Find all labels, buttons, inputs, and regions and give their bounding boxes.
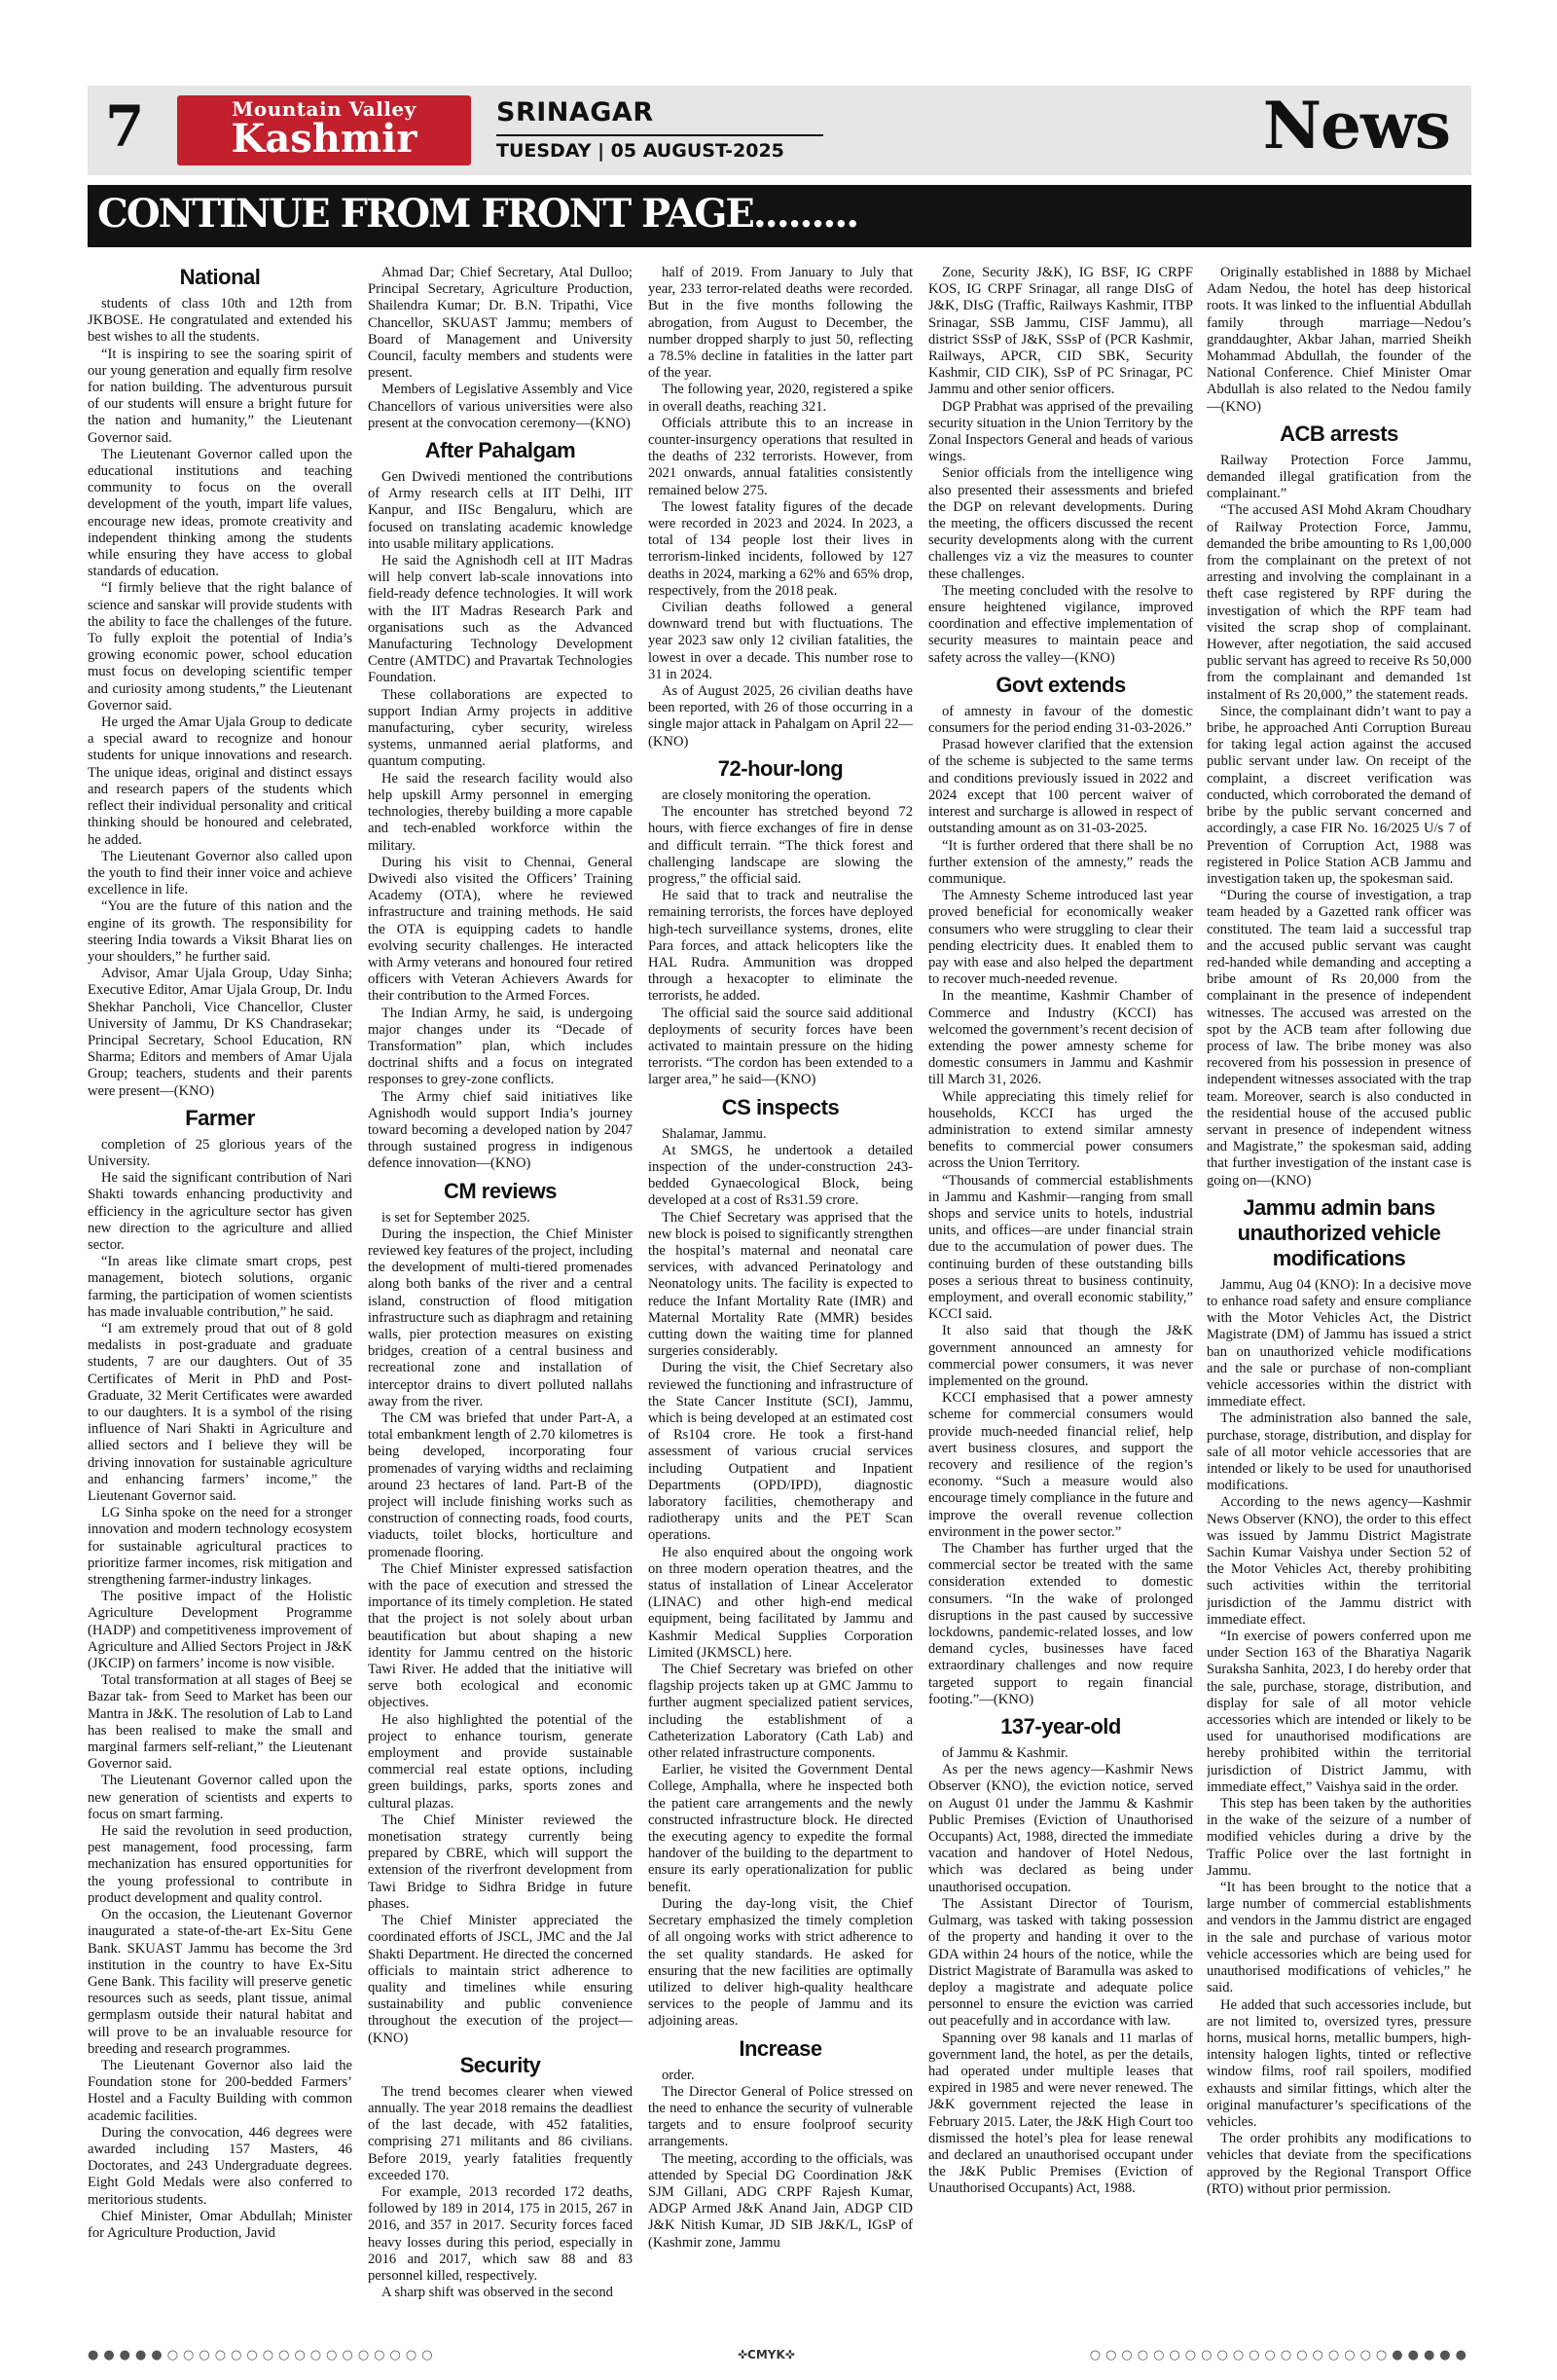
article-paragraph: The order prohibits any modifications to vehicles that deviate from the specifications approved by the Regional Transport Office (RTO) without prior permission.	[1207, 2131, 1471, 2197]
article-column-5	[1207, 265, 1471, 2309]
article-paragraph: “Thousands of commercial establishments in Jammu and Kashmir—ranging from small shops and service units to hotels, industrial units, and offices—are under financial strain due to the accumulation of power dues. The continuing burden of these outstanding bills poses a serious threat to business continuity, employment, and overall economic stability,” KCCI said.	[928, 1172, 1193, 1323]
article-paragraph: Prasad however clarified that the extension of the scheme is subjected to the same terms and conditions previously issued in 2022 and 2024 except that 100 percent waiver of interest and surcharge is allowed in respect of outstanding amount as on 31-03-2025.	[928, 737, 1193, 837]
article-paragraph: The Chief Minister expressed satisfaction with the pace of execution and stressed the importance of its timely completion. He stated that the project is not solely about urban beautification but about shaping a new identity for Jammu centred on the historic Tawi River. He added that the initiative will serve both ecological and economic objectives.	[368, 1560, 633, 1711]
article-paragraph: The lowest fatality figures of the decade were recorded in 2023 and 2024. In 2023, a total of 134 people lost their lives in terrorism-linked incidents, followed by 127 deaths in 2024, marking a 62% and 65% drop, respectively, from the 2018 peak.	[648, 498, 913, 599]
section-heading: Increase	[739, 2035, 822, 2061]
article-paragraph: He added that such accessories include, but are not limited to, oversized tyres, pressure horns, musical horns, metallic bumpers, high-intensity halogen lights, tinted or reflective window films, roof rail spoilers, modified exhausts and similar fittings, which alter the original manufacturer’s specifications of the vehicles.	[1207, 1996, 1471, 2130]
section-heading: After Pahalgam	[424, 438, 576, 463]
article-paragraph: Gen Dwivedi mentioned the contributions of Army research cells at IIT Delhi, IIT Kanpur, and IISc Bengaluru, which are focused on translating academic knowledge into usable military applications.	[368, 469, 633, 552]
article-paragraph: The CM was briefed that under Part-A, a total embankment length of 2.70 kilometres is being developed, incorporating four promenades of varying widths and reclaiming around 23 hectares of land. Part-B of the project will include finishing works such as construction of connecting roads, food courts, viaducts, toilet blocks, horticulture and promenade flooring.	[368, 1410, 633, 1560]
article-paragraph: The administration also banned the sale, purchase, storage, distribution, and display for sale of all motor vehicle accessories that are intended or likely to be used for unauthorised modifications.	[1207, 1410, 1471, 1494]
article-paragraph: completion of 25 glorious years of the University.	[88, 1136, 352, 1169]
article-paragraph: It also said that though the J&K government announced an amnesty for commercial power consumers, it was never implemented on the ground.	[928, 1323, 1193, 1389]
section-heading: Jammu admin bans unauthorized vehicle modifications	[1237, 1194, 1441, 1270]
article-paragraph: While appreciating this timely relief for households, KCCI has urged the administration to extend similar amnesty benefits to commercial power consumers across the Union Territory.	[928, 1088, 1193, 1172]
article-paragraph: According to the news agency—Kashmir News Observer (KNO), the order to this effect was issued by Jammu District Magistrate Sachin Kumar Vaishya under Section 52 of the Motor Vehicles Act, thereby prohibiting such activities within the territorial jurisdiction of the Jammu district with immediate effect.	[1207, 1494, 1471, 1628]
article-paragraph: The positive impact of the Holistic Agriculture Development Programme (HADP) and competitiveness improvement of Agriculture and Allied Sectors Project in J&K (JKCIP) on farmers’ income is now visible.	[88, 1589, 352, 1672]
article-paragraph: are closely monitoring the operation.	[662, 787, 872, 803]
logo-top-text: Mountain Valley	[232, 97, 416, 121]
article-paragraph: Since, the complainant didn’t want to pay a bribe, he approached Anti Corruption Bureau for taking legal action against the accused public servant under law. On receipt of the complaint, a discreet verification was conducted, which corroborated the demand of bribe by the public servant concerned and accordingly, a case FIR No. 16/2025 U/s 7 of Prevention of Corruption Act, 1988 was registered in Police Station ACB Jammu and investigation taken up, the spokesman said.	[1207, 703, 1471, 887]
article-paragraph: He said the revolution in seed production, pest management, food processing, farm mechanization has ensured opportunities for the young professional to contribute in product development and quality control.	[88, 1823, 352, 1906]
article-paragraph: “You are the future of this nation and the engine of its growth. The responsibility for steering India towards a Viksit Bharat lies on your shoulders,” he further said.	[88, 898, 352, 965]
article-paragraph: “It has been brought to the notice that a large number of commercial establishments and vendors in the Jammu district are engaged in the sale and purchase of various motor vehicle accessories which are being used for unauthorised modifications of vehicles,” he said.	[1207, 1880, 1471, 1996]
date-rule-divider	[496, 134, 823, 136]
article-paragraph: As per the news agency—Kashmir News Observer (KNO), the eviction notice, served on August 01 under the Jammu & Kashmir Public Premises (Eviction of Unauthorised Occupants) Act, 1988, directed the immediate vacation and handover of Hotel Nedous, which was declared as being under unauthorised occupation.	[928, 1762, 1193, 1895]
cmyk-mark: ✜CMYK✜	[738, 2348, 795, 2362]
article-paragraph: order.	[662, 2067, 695, 2083]
article-paragraph: Originally established in 1888 by Michael Adam Nedou, the hotel has deep historical roots. It was linked to the influential Abdullah family through marriage—Nedou’s granddaughter, Akbar Jahan, married Sheikh Mohammad Abdullah, the founder of the National Conference. Chief Minister Omar Abdullah is also related to the Nedou family—(KNO)	[1207, 265, 1471, 415]
logo-bottom-text: Kashmir	[231, 116, 417, 162]
article-paragraph: The meeting concluded with the resolve to ensure heightened vigilance, improved coordination and effective implementation of security measures to maintain peace and safety across the valley—(KNO)	[928, 582, 1193, 666]
article-paragraph: of Jammu & Kashmir.	[942, 1745, 1068, 1762]
article-paragraph: These collaborations are expected to support Indian Army projects in additive manufacturing, cyber security, wireless systems, unmanned aerial platforms, and quantum computing.	[368, 686, 633, 770]
article-paragraph: DGP Prabhat was apprised of the prevailing security situation in the Union Territory by the Zonal Inspectors General and heads of various wings.	[928, 398, 1193, 465]
article-paragraph: On the occasion, the Lieutenant Governor inaugurated a state-of-the-art Ex-Situ Gene Bank. SKUAST Jammu has become the 3rd institution in the country to have Ex-Situ Gene Bank. This facility will preserve genetic resources such as seeds, plant tissue, animal germplasm outside their natural habitat and will prove to be an invaluable resource for breeding and research programmes.	[88, 1907, 352, 2057]
article-paragraph: “In areas like climate smart crops, pest management, biotech solutions, organic farming, the participation of women scientists has made invaluable contribution,” he said.	[88, 1254, 352, 1320]
article-paragraph: The Army chief said initiatives like Agnishodh would support India’s journey toward becoming a developed nation by 2047 through sustained progress in indigenous defence innovation—(KNO)	[368, 1088, 633, 1172]
section-heading: ACB arrests	[1280, 421, 1398, 446]
article-paragraph: The Lieutenant Governor called upon the educational institutions and teaching community to focus on the overall development of the youth, impart life values, encourage new ideas, promote creativity and independent thinking among the students while ensuring they have access to global standards of education.	[88, 446, 352, 580]
registration-dots-left: ●●●●●○○○○○○○○○○○○○○○○○	[88, 2348, 438, 2362]
masthead	[88, 86, 1471, 175]
article-paragraph: Railway Protection Force Jammu, demanded illegal gratification from the complainant.”	[1207, 452, 1471, 502]
article-paragraph: of amnesty in favour of the domestic consumers for the period ending 31-03-2026.”	[928, 703, 1193, 737]
article-paragraph: A sharp shift was observed in the second	[381, 2285, 613, 2301]
article-paragraph: Chief Minister, Omar Abdullah; Minister for Agriculture Production, Javid	[88, 2208, 352, 2241]
article-paragraph: During the visit, the Chief Secretary also reviewed the functioning and infrastructure of the State Cancer Institute (SCI), Jammu, which is being developed at an estimated cost of Rs104 crore. He took a first-hand assessment of various crucial services including Outpatient and Inpatient Departments (OPD/IPD), diagnostic laboratory facilities, chemotherapy and radiotherapy units and the PET Scan operations.	[648, 1360, 913, 1544]
article-paragraph: The trend becomes clearer when viewed annually. The year 2018 remains the deadliest of the last decade, with 452 fatalities, comprising 271 militants and 86 civilians. Before 2019, yearly fatalities frequently exceeded 170.	[368, 2083, 633, 2183]
article-paragraph: “I firmly believe that the right balance of science and sanskar will provide students with the ability to face the challenges of the future. To fully exploit the potential of India’s growing economic power, school education must focus on developing scientific temper and curiosity among students,” the Lieutenant Governor said.	[88, 580, 352, 714]
article-paragraph: KCCI emphasised that a power amnesty scheme for commercial consumers would provide much-needed financial relief, help avert business closures, and support the recovery and resilience of the region’s economy. “Such a measure would also encourage timely compliance in the future and improve the overall revenue collection environment in the power sector.”	[928, 1390, 1193, 1540]
article-paragraph: Ahmad Dar; Chief Secretary, Atal Dulloo; Principal Secretary, Agriculture Production, Shailendra Kumar; Dr. B.N. Tripathi, Vice Chancellor, SKUAST Jammu; members of Board of Management and University Council, faculty members and students were present.	[368, 265, 633, 382]
section-heading: CS inspects	[721, 1094, 840, 1119]
page-number: 7	[105, 93, 145, 160]
article-paragraph: The Chief Minister appreciated the coordinated efforts of JSCL, JMC and the Jal Shakti Department. He directed the concerned officials to maintain strict adherence to quality and timelines while ensuring sustainability and public convenience throughout the execution of the project—(KNO)	[368, 1913, 633, 2046]
article-paragraph: He also enquired about the ongoing work on three modern operation theatres, and the status of installation of Linear Accelerator (LINAC) and other high-end medical equipment, being facilitated by Jammu and Kashmir Medical Supplies Corporation Limited (JKMSCL) here.	[648, 1544, 913, 1661]
article-paragraph: He said that to track and neutralise the remaining terrorists, the forces have deployed high-tech surveillance systems, drones, elite Para forces, and attack helicopters like the HAL Rudra. Ammunition was dropped through a hexacopter to eliminate the terrorists, he added.	[648, 888, 913, 1005]
article-paragraph: The Amnesty Scheme introduced last year proved beneficial for economically weaker consumers who were struggling to clear their pending electricity dues. It enabled them to pay with ease and also helped the department to recover much-needed revenue.	[928, 888, 1193, 988]
article-paragraph: During the inspection, the Chief Minister reviewed key features of the project, including the development of multi-tiered promenades along both banks of the river and a central island, construction of flood mitigation infrastructure such as diaphragm and retaining walls, pier protection measures on existing bridges, creation of a central business and recreational zone and installation of interceptor drains to divert polluted nallahs away from the river.	[368, 1226, 633, 1410]
continuation-banner	[88, 185, 1471, 247]
article-paragraph: The Director General of Police stressed on the need to enhance the security of vulnerable targets and to ensure foolproof security arrangements.	[648, 2083, 913, 2150]
print-footer	[88, 2348, 1471, 2363]
kashmir-logo	[177, 95, 471, 165]
article-paragraph: During the day-long visit, the Chief Secretary emphasized the timely completion of all ongoing works with strict adherence to the set quality standards. He asked for ensuring that the new facilities are optimally utilized to deliver high-quality healthcare services to the people of Jammu and its adjoining areas.	[648, 1895, 913, 2030]
article-paragraph: students of class 10th and 12th from JKBOSE. He congratulated and extended his best wishes to all the students.	[88, 296, 352, 346]
article-paragraph: LG Sinha spoke on the need for a stronger innovation and modern technology ecosystem for sustainable agricultural practices to prioritize farmer incomes, risk mitigation and strengthening farmer-industry linkages.	[88, 1505, 352, 1589]
article-paragraph: The following year, 2020, registered a spike in overall deaths, reaching 321.	[648, 382, 913, 415]
article-paragraph: He said the research facility would also help upskill Army personnel in emerging technologies, thereby building a more capable and tech-enabled workforce within the military.	[368, 770, 633, 854]
article-paragraph: half of 2019. From January to July that year, 233 terror-related deaths were recorded. But in the five months following the abrogation, from August to December, the number dropped sharply to just 50, reflecting a 78.5% decline in fatalities in the latter part of the year.	[648, 265, 913, 382]
article-column-4	[928, 265, 1193, 2309]
city-name: SRINAGAR	[496, 97, 654, 128]
article-paragraph: The Lieutenant Governor also laid the Foundation stone for 200-bedded Farmers’ Hostel and a Faculty Building with common academic facilities.	[88, 2057, 352, 2124]
article-paragraph: Officials attribute this to an increase in counter-insurgency operations that resulted in the deaths of 232 terrorists. However, from 2021 onwards, annual fatalities consistently remained below 275.	[648, 415, 913, 498]
article-paragraph: The Assistant Director of Tourism, Gulmarg, was tasked with taking possession of the property and handing it over to the GDA within 24 hours of the notice, while the District Magistrate of Baramulla was asked to deploy a magistrate and adequate police personnel to ensure the eviction was carried out peacefully and in accordance with law.	[928, 1895, 1193, 2030]
article-paragraph: He said the significant contribution of Nari Shakti towards enhancing productivity and efficiency in the agriculture sector has given new direction to the agriculture and allied sector.	[88, 1170, 352, 1253]
article-column-2	[368, 265, 633, 2309]
article-paragraph: The Lieutenant Governor called upon the new generation of scientists and experts to focus on smart farming.	[88, 1773, 352, 1822]
article-paragraph: “In exercise of powers conferred upon me under Section 163 of the Bharatiya Nagarik Suraksha Sanhita, 2023, I do hereby order that the sale, purchase, storage, distribution, and display for sale of all motor vehicle accessories which are intended or likely to be used for unauthorised modifications are hereby prohibited within the territorial jurisdiction of District Jammu, with immediate effect,” Vaishya said in the order.	[1207, 1629, 1471, 1795]
article-paragraph: The Lieutenant Governor also called upon the youth to find their inner voice and achieve excellence in life.	[88, 848, 352, 898]
article-paragraph: The Chamber has further urged that the commercial sector be treated with the same consideration extended to domestic consumers. “In the wake of prolonged disruptions in the past caused by successive lockdowns, pandemic-related losses, and low demand cycles, businesses have faced extraordinary challenges and now require targeted support to regain financial footing.”—(KNO)	[928, 1541, 1193, 1707]
article-paragraph: The Chief Secretary was apprised that the new block is poised to significantly strengthen the hospital’s maternal and neonatal care services, with advanced Perinatology and Neonatology units. The facility is expected to reduce the Infant Mortality Rate (IMR) and Maternal Mortality Rate (MMR) besides cutting down the waiting time for planned surgeries considerably.	[648, 1209, 913, 1360]
article-column-3	[648, 265, 913, 2309]
article-paragraph: Jammu, Aug 04 (KNO): In a decisive move to enhance road safety and ensure compliance with the Motor Vehicles Act, the District Magistrate (DM) of Jammu has issued a strict ban on unauthorized vehicle modifications and the sale or purchase of non-compliant vehicle accessories within the district with immediate effect.	[1207, 1276, 1471, 1410]
section-heading: Farmer	[185, 1105, 255, 1130]
banner-title: CONTINUE FROM FRONT PAGE.........	[97, 191, 858, 237]
article-paragraph: During his visit to Chennai, General Dwivedi also visited the Officers’ Training Academy (OTA), where he reviewed infrastructure and training methods. He said the OTA is equipping cadets to handle evolving security challenges. He interacted with Army veterans and honoured four retired officers with Veteran Achievers Awards for their contribution to the Armed Forces.	[368, 854, 633, 1005]
section-title: News	[1262, 88, 1450, 164]
article-paragraph: This step has been taken by the authorities in the wake of the seizure of a number of modified vehicles during a drive by the Traffic Police over the last fortnight in Jammu.	[1207, 1796, 1471, 1879]
article-paragraph: “It is further ordered that there shall be no further extension of the amnesty,” reads the communique.	[928, 837, 1193, 887]
article-paragraph: He also highlighted the potential of the project to enhance tourism, generate employment and provide sustainable commercial real estate options, including green buildings, parks, sports zones and cultural plazas.	[368, 1711, 633, 1812]
article-paragraph: Zone, Security J&K), IG BSF, IG CRPF KOS, IG CRPF Srinagar, all range DIsG of J&K, DIsG (Traffic, Railways Kashmir, ITBP Srinagar, SSB Jammu, CISF Jammu), all district SSsP of J&K, SSsP of (PCR Kashmir, Railways, APCR, CID SBK, Security Kashmir, CID CIK), SsP of PC Srinagar, PC Jammu and other senior officers.	[928, 265, 1193, 398]
article-paragraph: The meeting, according to the officials, was attended by Special DG Coordination J&K SJM Gillani, ADG CRPF Rajesh Kumar, ADGP Armed J&K Anand Jain, ADGP CID J&K Nitish Kumar, JD SIB J&K/L, IGsP of (Kashmir zone, Jammu	[648, 2150, 913, 2251]
section-heading: 72-hour-long	[717, 755, 844, 781]
article-paragraph: “The accused ASI Mohd Akram Choudhary of Railway Protection Force, Jammu, demanded the bribe amounting to Rs 1,00,000 from the complainant on the pretext of not arresting and involving the complainant in a theft case registered by RPF during the investigation of which the RPF team had visited the scrap shop of complainant. However, after negotiation, the said accused public servant has agreed to receive Rs 50,000 from the complainant and demanded 1st instalment of Rs 20,000,” the statement reads.	[1207, 502, 1471, 703]
article-paragraph: “During the course of investigation, a trap team headed by a Gazetted rank officer was constituted. The team laid a successful trap and the accused public servant was caught red-handed while demanding and accepting a bribe amount of Rs 20,000 from the complainant in the presence of independent witnesses. The accused was arrested on the spot by the ACB team after following due process of law. The bribe money was also recovered from his possession in presence of independent witnesses associated with the trap team. Moreover, search is also conducted in the residential house of the accused public servant in presence of independent witness and Magistrate,” the spokesman said, adding that further investigation of the instant case is going on—(KNO)	[1207, 888, 1471, 1189]
article-paragraph: He said the Agnishodh cell at IIT Madras will help convert lab-scale innovations into field-ready defence technologies. It will work with the IIT Madras Research Park and organisations such as the Advanced Manufacturing Technology Development Centre (AMTDC) and Pravartak Technologies Foundation.	[368, 553, 633, 686]
article-paragraph: Senior officials from the intelligence wing also presented their assessments and briefed the DGP on relevant developments. During the meeting, the officers discussed the recent security developments along with the current challenges viz a viz the measures to counter these challenges.	[928, 465, 1193, 582]
issue-date: TUESDAY | 05 AUGUST-2025	[496, 140, 784, 162]
section-heading: Security	[459, 2052, 541, 2077]
article-paragraph: The Chief Secretary was briefed on other flagship projects taken up at GMC Jammu to further augment specialized patient services, including the establishment of a Catheterization Laboratory (Cath Lab) and other related infrastructure components.	[648, 1662, 913, 1762]
article-paragraph: Civilian deaths followed a general downward trend but with fluctuations. The year 2023 saw only 12 civilian fatalities, the lowest in over a decade. This number rose to 31 in 2024.	[648, 600, 913, 682]
section-heading: 137-year-old	[1000, 1714, 1121, 1739]
section-heading: CM reviews	[443, 1178, 558, 1203]
article-paragraph: Shalamar, Jammu.	[662, 1125, 767, 1142]
article-paragraph: He urged the Amar Ujala Group to dedicate a special award to recognize and honour students for unique innovations and research. The unique ideas, original and distinct essays and research papers of the students which reflect their individual personality and critical thinking should be honoured and celebrated, he added.	[88, 714, 352, 848]
article-paragraph: For example, 2013 recorded 172 deaths, followed by 189 in 2014, 175 in 2015, 267 in 2016, and 357 in 2017. Security forces faced heavy losses during this period, especially in 2016 and 2017, which saw 88 and 83 personnel killed, respectively.	[368, 2183, 633, 2284]
article-paragraph: The encounter has stretched beyond 72 hours, with fierce exchanges of fire in dense and difficult terrain. “The thick forest and challenging landscape are slowing the progress,” the official said.	[648, 804, 913, 887]
article-paragraph: Members of Legislative Assembly and Vice Chancellors of various universities were also present at the convocation ceremony—(KNO)	[368, 382, 633, 431]
article-paragraph: The Chief Minister reviewed the monetisation strategy currently being prepared by CBRE, which will support the extension of the riverfront development from Tawi Bridge to Sidhra Bridge in future phases.	[368, 1812, 633, 1912]
section-heading: Govt extends	[996, 672, 1126, 697]
article-paragraph: Earlier, he visited the Government Dental College, Amphalla, where he inspected both the patient care arrangements and the newly constructed infrastructure block. He directed the executing agency to expedite the formal handover of the building to the department to ensure its early operationalization for public benefit.	[648, 1762, 913, 1895]
article-paragraph: As of August 2025, 26 civilian deaths have been reported, with 26 of those occurring in a single major attack in Pahalgam on April 22—(KNO)	[648, 683, 913, 750]
article-paragraph: Total transformation at all stages of Beej se Bazar tak- from Seed to Market has been our Mantra in J&K. The resolution of Lab to Land has been realised to make the small and marginal farmers self-reliant,” the Lieutenant Governor said.	[88, 1672, 352, 1773]
article-paragraph: is set for September 2025.	[381, 1209, 530, 1226]
article-paragraph: In the meantime, Kashmir Chamber of Commerce and Industry (KCCI) has welcomed the government’s recent decision of extending the power amnesty scheme for domestic consumers in Jammu and Kashmir till March 31, 2026.	[928, 988, 1193, 1088]
article-paragraph: “I am extremely proud that out of 8 gold medalists in post-graduate and graduate students, 7 are our daughters. Out of 35 Certificates of Merit in PhD and Post-Graduate, 32 Merit Certificates were awarded to our daughters. It is a symbol of the rising influence of Nari Shakti in Agriculture and allied sectors and I believe they will be driving innovation for sustainable agriculture and enhancing farmers’ income,” the Lieutenant Governor said.	[88, 1320, 352, 1505]
article-paragraph: At SMGS, he undertook a detailed inspection of the under-construction 243-bedded Gynaecological Block, being developed at a cost of Rs31.59 crore.	[648, 1142, 913, 1209]
article-paragraph: The Indian Army, he said, is undergoing major changes under its “Decade of Transformation” plan, which includes doctrinal shifts and a focus on integrated responses to grey-zone conflicts.	[368, 1005, 633, 1088]
registration-dots-right: ○○○○○○○○○○○○○○○○○○○●●●●●	[1089, 2348, 1471, 2362]
article-paragraph: “It is inspiring to see the soaring spirit of our young generation and equally firm resolve for nation building. The adventurous pursuit of our students will ensure a bright future for the nation and humanity,” the Lieutenant Governor said.	[88, 346, 352, 446]
article-paragraph: Spanning over 98 kanals and 11 marlas of government land, the hotel, as per the details, had operated under multiple leases that expired in 1985 and were never renewed. The J&K government rejected the lease in February 2015. Later, the J&K High Court too dismissed the hotel’s plea for lease renewal and declared an unauthorised occupant under the J&K Public Premises (Eviction of Unauthorised Occupants) Act, 1988.	[928, 2030, 1193, 2197]
article-column-1	[88, 265, 352, 2309]
article-paragraph: The official said the source said additional deployments of security forces have been activated to maintain pressure on the hiding terrorists. “The cordon has been extended to a larger area,” he said—(KNO)	[648, 1005, 913, 1088]
article-paragraph: During the convocation, 446 degrees were awarded including 157 Masters, 46 Doctorates, and 243 Undergraduate degrees. Eight Gold Medals were also conferred to meritorious students.	[88, 2124, 352, 2208]
article-paragraph: Advisor, Amar Ujala Group, Uday Sinha; Executive Editor, Amar Ujala Group, Dr. Indu Shekhar Pancholi, Vice Chancellor, Cluster University of Jammu, Dr KS Chandrasekar; Principal Secretary, School Education, RN Sharma; Editors and members of Amar Ujala Group; teachers, students and their parents were present—(KNO)	[88, 966, 352, 1099]
section-heading: National	[179, 265, 261, 289]
